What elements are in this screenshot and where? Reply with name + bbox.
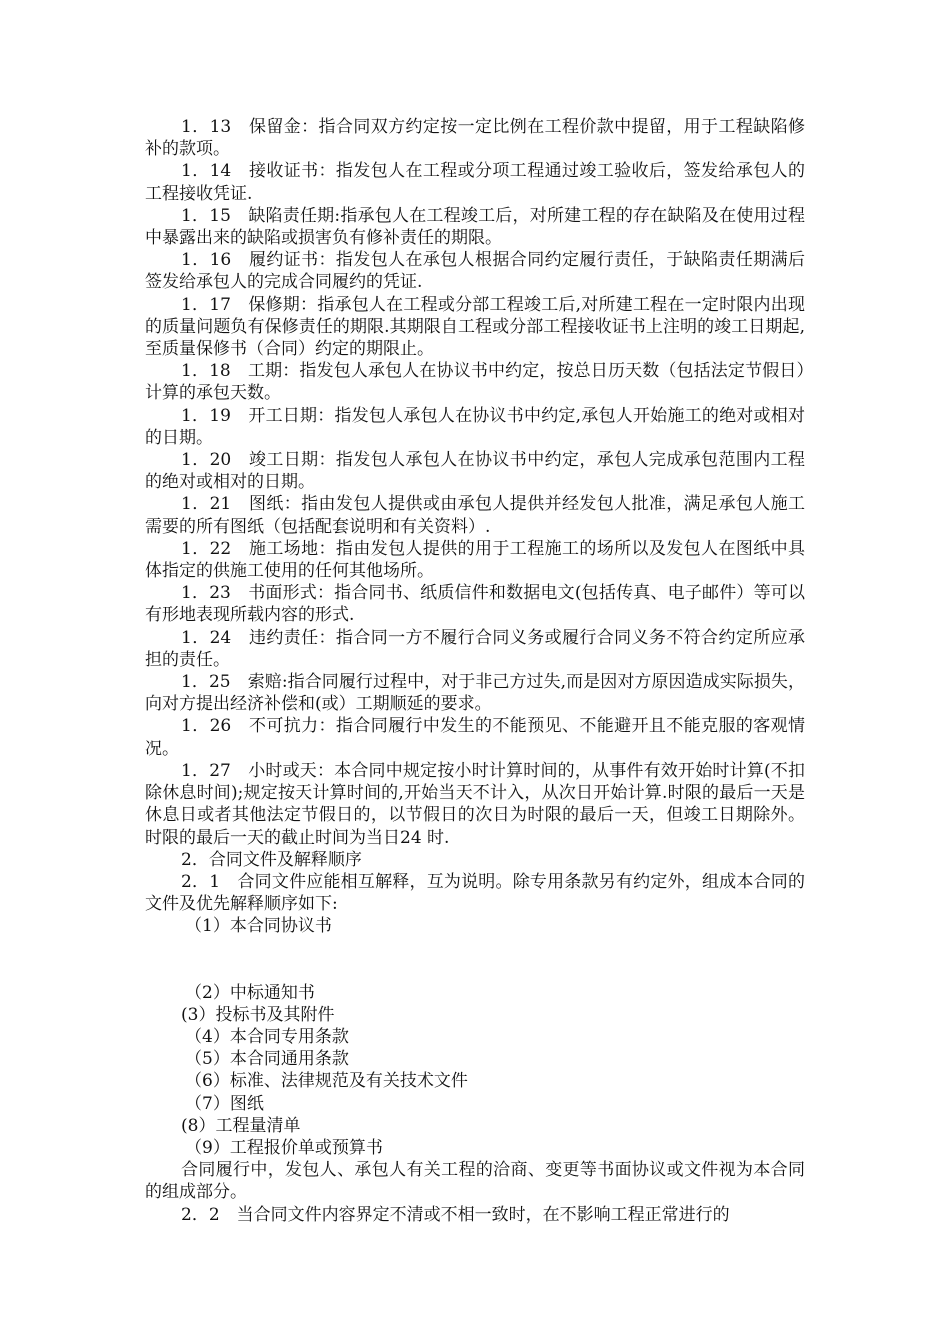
list-item-2: （2）中标通知书: [185, 982, 315, 1003]
blank-space: [145, 938, 805, 982]
definition-1-18: 1．18 工期：指发包人承包人在协议书中约定，按总日历天数（包括法定节假日）计算的承包天数。: [145, 361, 805, 404]
list-item-5: （5）本合同通用条款: [185, 1049, 349, 1070]
list-item-3: (3）投标书及其附件: [181, 1004, 335, 1025]
definition-1-23: 1．23 书面形式：指合同书、纸质信件和数据电文(包括传真、电子邮件）等可以有形地表现所载内容的形式.: [145, 583, 805, 626]
document-page: [145, 116, 805, 1226]
definition-1-14: 1．14 接收证书：指发包人在工程或分项工程通过竣工验收后，签发给承包人的工程接收凭证.: [145, 161, 805, 204]
definition-1-17: 1．17 保修期：指承包人在工程或分部工程竣工后,对所建工程在一定时限内出现的质量问题负有保修责任的期限.其期限自工程或分部工程接收证书上注明的竣工日期起,至质量保修书（合同）约定的期限止。: [145, 294, 805, 360]
definition-1-25: 1．25 索赔:指合同履行过程中，对于非己方过失,而是因对方原因造成实际损失，向对方提出经济补偿和(或）工期顺延的要求。: [145, 672, 805, 715]
list-item-1: （1）本合同协议书: [185, 916, 332, 937]
definition-1-24: 1．24 违约责任：指合同一方不履行合同义务或履行合同义务不符合约定所应承担的责任。: [145, 627, 805, 670]
clause-2-2: 2．2 当合同文件内容界定不清或不相一致时，在不影响工程正常进行的: [181, 1204, 730, 1225]
section-2-heading: 2．合同文件及解释顺序: [181, 849, 362, 870]
list-item-7: （7）图纸: [185, 1093, 264, 1114]
list-item-9: （9）工程报价单或预算书: [185, 1137, 383, 1158]
definition-1-26: 1．26 不可抗力：指合同履行中发生的不能预见、不能避开且不能克服的客观情况。: [145, 716, 805, 759]
closing-paragraph: 合同履行中，发包人、承包人有关工程的洽商、变更等书面协议或文件视为本合同的组成部分。: [145, 1160, 805, 1203]
definition-1-13: 1．13 保留金：指合同双方约定按一定比例在工程价款中提留，用于工程缺陷修补的款项。: [145, 117, 805, 160]
definition-1-22: 1．22 施工场地：指由发包人提供的用于工程施工的场所以及发包人在图纸中具体指定的供施工使用的任何其他场所。: [145, 538, 805, 582]
list-item-6: （6）标准、法律规范及有关技术文件: [185, 1071, 468, 1092]
definition-1-20: 1．20 竣工日期：指发包人承包人在协议书中约定，承包人完成承包范围内工程的绝对或相对的日期。: [145, 450, 805, 493]
definition-1-19: 1．19 开工日期：指发包人承包人在协议书中约定,承包人开始施工的绝对或相对的日期。: [145, 405, 805, 448]
definition-1-27: 1．27 小时或天：本合同中规定按小时计算时间的，从事件有效开始时计算(不扣除休息时间);规定按天计算时间的,开始当天不计入，从次日开始计算.时限的最后一天是休息日或者其他法定节假日的，以节假日的次日为时限的最后一天，但竣工日期除外。时限的最后一天的截止时间为当日24 时.: [145, 760, 805, 848]
definition-1-21: 1．21 图纸：指由发包人提供或由承包人提供并经发包人批准，满足承包人施工需要的所有图纸（包括配套说明和有关资料）.: [145, 494, 805, 537]
list-item-4: （4）本合同专用条款: [185, 1026, 349, 1047]
list-item-8: (8）工程量清单: [181, 1115, 301, 1136]
definition-1-16: 1．16 履约证书：指发包人在承包人根据合同约定履行责任，于缺陷责任期满后签发给承包人的完成合同履约的凭证.: [145, 250, 805, 293]
definition-1-15: 1．15 缺陷责任期:指承包人在工程竣工后，对所建工程的存在缺陷及在使用过程中暴露出来的缺陷或损害负有修补责任的期限。: [145, 205, 805, 249]
clause-2-1: 2．1 合同文件应能相互解释，互为说明。除专用条款另有约定外，组成本合同的文件及优先解释顺序如下:: [145, 871, 805, 915]
